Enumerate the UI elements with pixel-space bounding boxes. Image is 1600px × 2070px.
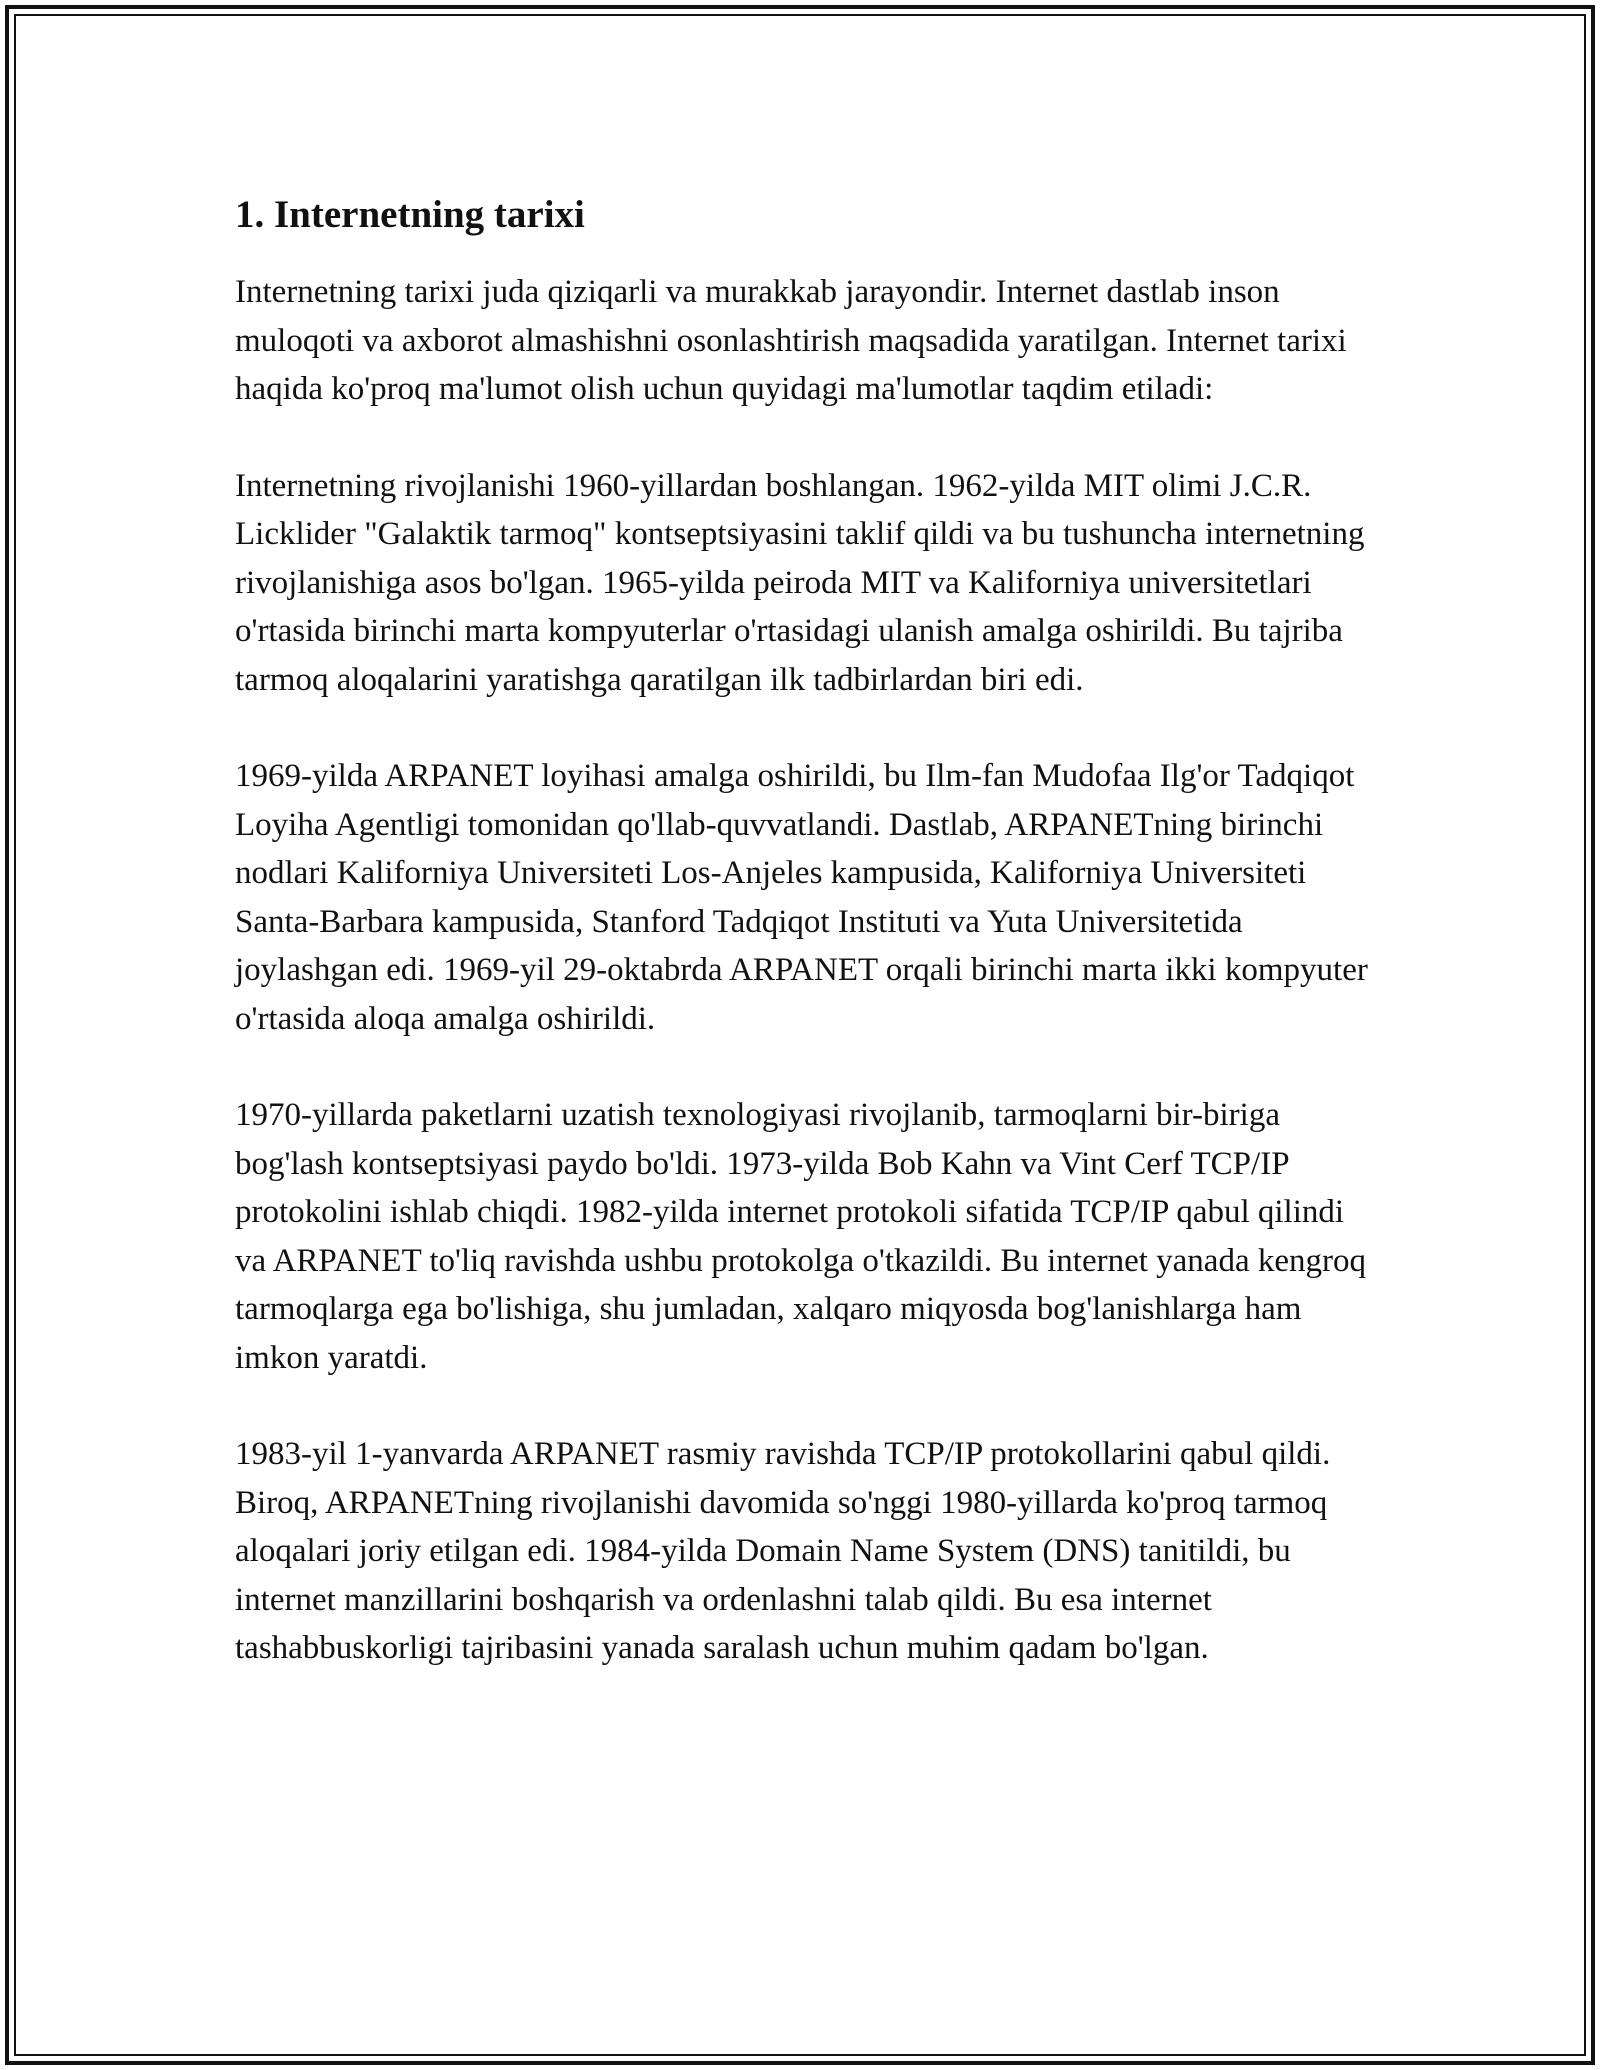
paragraph-intro: Internetning tarixi juda qiziqarli va murakkab jarayondir. Internet dastlab inson muloqoti va axborot almashishni osonlashtirish maqsadida yaratilgan. Internet tarixi haqida ko'proq ma'lumot olish uchun quyidagi ma'lumotlar taqdim etiladi:	[235, 274, 1347, 407]
paragraph-1960s: Internetning rivojlanishi 1960-yillardan boshlangan. 1962-yilda MIT olimi J.C.R. Licklider "Galaktik tarmoq" kontseptsiyasini taklif qildi va bu tushuncha internetning rivojlanishiga asos bo'lgan. 1965-yilda peiroda MIT va Kaliforniya universitetlari o'rtasida birinchi marta kompyuterlar o'rtasidagi ulanish amalga oshirildi. Bu tajriba tarmoq aloqalarini yaratishga qaratilgan ilk tadbirlardan biri edi.	[235, 467, 1365, 698]
paragraph-arpanet: 1969-yilda ARPANET loyihasi amalga oshirildi, bu Ilm-fan Mudofaa Ilg'or Tadqiqot Loyiha Agentligi tomonidan qo'llab-quvvatlandi. Dastlab, ARPANETning birinchi nodlari Kaliforniya Universiteti Los-Anjeles kampusida, Kaliforniya Universiteti Santa-Barbara kampusida, Stanford Tadqiqot Instituti va Yuta Universitetida joylashgan edi. 1969-yil 29-oktabrda ARPANET orqali birinchi marta ikki kompyuter o'rtasida aloqa amalga oshirildi.	[235, 758, 1368, 1037]
section-title: 1. Internetning tarixi	[235, 193, 585, 236]
document-body	[235, 188, 1370, 1721]
paragraph-dns: 1983-yil 1-yanvarda ARPANET rasmiy ravishda TCP/IP protokollarini qabul qildi. Biroq, ARPANETning rivojlanishi davomida so'nggi 1980-yillarda ko'proq tarmoq aloqalari joriy etilgan edi. 1984-yilda Domain Name System (DNS) tanitildi, bu internet manzillarini boshqarish va ordenlashni talab qildi. Bu esa internet tashabbuskorligi tajribasini yanada saralash uchun muhim qadam bo'lgan.	[235, 1436, 1331, 1666]
paragraph-tcp-ip: 1970-yillarda paketlarni uzatish texnologiyasi rivojlanib, tarmoqlarni bir-biriga bog'lash kontseptsiyasi paydo bo'ldi. 1973-yilda Bob Kahn va Vint Cerf TCP/IP protokolini ishlab chiqdi. 1982-yilda internet protokoli sifatida TCP/IP qabul qilindi va ARPANET to'liq ravishda ushbu protokolga o'tkazildi. Bu internet yanada kengroq tarmoqlarga ega bo'lishiga, shu jumladan, xalqaro miqyosda bog'lanishlarga ham imkon yaratdi.	[235, 1097, 1366, 1376]
